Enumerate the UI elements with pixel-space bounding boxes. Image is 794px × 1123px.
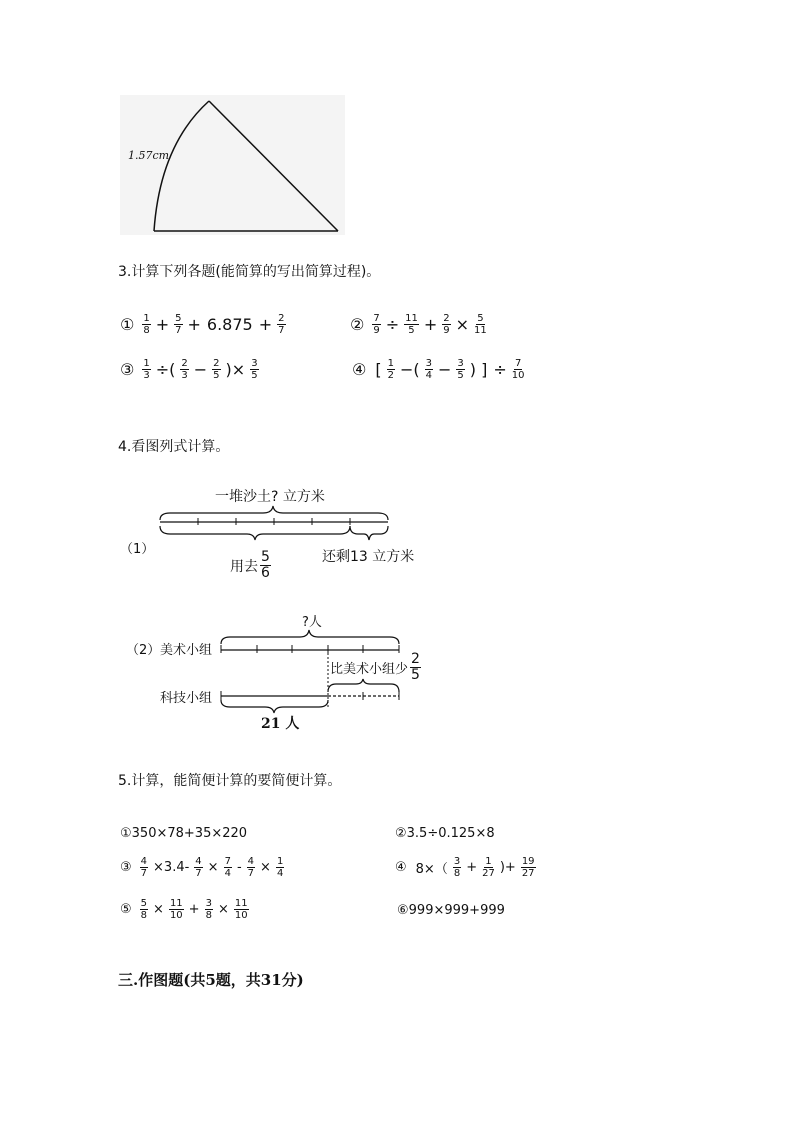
q3-title: 3.计算下列各题(能简算的写出简算过程)。 [118,264,381,280]
operator: + [188,902,200,917]
fraction: $\frac{2}{7}$ [278,313,285,336]
operator: ÷( [155,360,176,379]
operator: 6.875 [206,315,253,334]
q5-title: 5.计算，能简便计算的要简便计算。 [118,773,342,789]
d1-label: （1） [120,542,155,557]
q4-title: 4.看图列式计算。 [118,439,230,455]
fraction: $\frac{4}{7}$ [247,856,255,879]
q3-item-4 [352,358,527,381]
q5-item-2: ②3.5÷0.125×8 [395,826,495,841]
fraction: $\frac{7}{10}$ [511,358,525,381]
section-3-title: 三.作图题(共5题，共31分) [118,971,304,989]
operator: 8×（ [415,862,448,877]
operator: × [153,902,164,917]
fraction: $\frac{11}{10}$ [169,898,183,921]
operator: - [236,860,242,875]
operator: )× [225,360,246,379]
fraction: $\frac{11}{5}$ [405,313,418,336]
fraction: $\frac{2}{5}$ [213,358,220,381]
fraction: $\frac{7}{9}$ [373,313,380,336]
operator: + [258,315,273,334]
fraction: $\frac{1}{3}$ [143,358,150,381]
fraction: $\frac{1}{4}$ [276,856,284,879]
q5-item-3 [120,856,286,879]
operator: + [155,315,170,334]
fraction: $\frac{5}{8}$ [140,898,148,921]
q5-item-5 [120,898,251,921]
item-number: ③ [120,860,132,875]
operator: ÷ [493,360,507,379]
operator: − [193,360,208,379]
item-number: ④ [352,360,367,379]
operator: + [187,315,201,334]
operator: × [217,902,229,917]
diagram-1 [120,480,460,580]
q3-item-2 [350,313,489,336]
fraction: $\frac{5}{7}$ [175,313,182,336]
fraction: $\frac{4}{7}$ [140,856,148,879]
fraction: $\frac{3}{8}$ [453,856,461,879]
arc-length-label: 1.57cm [128,149,170,162]
q3-item-1 [120,313,288,336]
d2-less-fraction: $\frac{2}{5}$ [411,651,420,683]
q5-item-1: ①350×78+35×220 [120,826,248,841]
operator: ) ] [469,360,488,379]
q5-item-4 [395,856,538,879]
d2-label: （2） [126,643,161,658]
fraction: $\frac{11}{10}$ [234,898,248,921]
d2-less: 比美术小组少 $\frac{2}{5}$ [330,651,420,683]
fraction: $\frac{3}{5}$ [251,358,258,381]
item-number: ② [350,315,365,334]
fraction: $\frac{5}{11}$ [474,313,487,336]
operator: − [438,360,452,379]
d2-bottom: 21 人 [261,716,300,732]
d2-row1: 美术小组 [160,643,213,658]
operator: )+ [499,860,516,875]
fraction: $\frac{1}{8}$ [143,313,150,336]
fraction: $\frac{7}{4}$ [224,856,231,879]
operator: ×3.4- [153,860,190,875]
fraction: $\frac{4}{7}$ [195,856,202,879]
fraction: $\frac{3}{4}$ [425,358,432,381]
operator: −( [399,360,420,379]
operator: × [207,860,219,875]
d2-total: ?人 [302,615,322,630]
d1-used: 用去 $\frac{5}{6}$ [230,549,270,581]
d1-total-label: 一堆沙土? 立方米 [215,489,325,505]
diagram-2 [120,608,460,738]
operator: × [455,315,470,334]
q3-item-3 [120,358,261,381]
item-number: ④ [395,860,407,875]
fraction: $\frac{19}{27}$ [521,856,535,879]
item-number: ⑤ [120,902,132,917]
fraction: $\frac{3}{8}$ [205,898,212,921]
d1-left: 还剩13 立方米 [322,549,415,565]
operator: + [423,315,438,334]
fraction: $\frac{1}{27}$ [482,856,495,879]
fraction: $\frac{1}{2}$ [387,358,394,381]
item-number: ① [120,315,135,334]
sector-figure [120,95,345,235]
operator: + [466,860,478,875]
operator: [ [375,360,382,379]
operator: × [260,860,271,875]
operator: ÷ [385,315,400,334]
fraction: $\frac{2}{3}$ [181,358,188,381]
fraction: $\frac{2}{9}$ [443,313,450,336]
fraction: $\frac{3}{5}$ [457,358,464,381]
d2-row2: 科技小组 [160,691,213,706]
q5-item-6: ⑥999×999+999 [397,903,505,918]
item-number: ③ [120,360,135,379]
d1-used-fraction: $\frac{5}{6}$ [261,549,270,581]
